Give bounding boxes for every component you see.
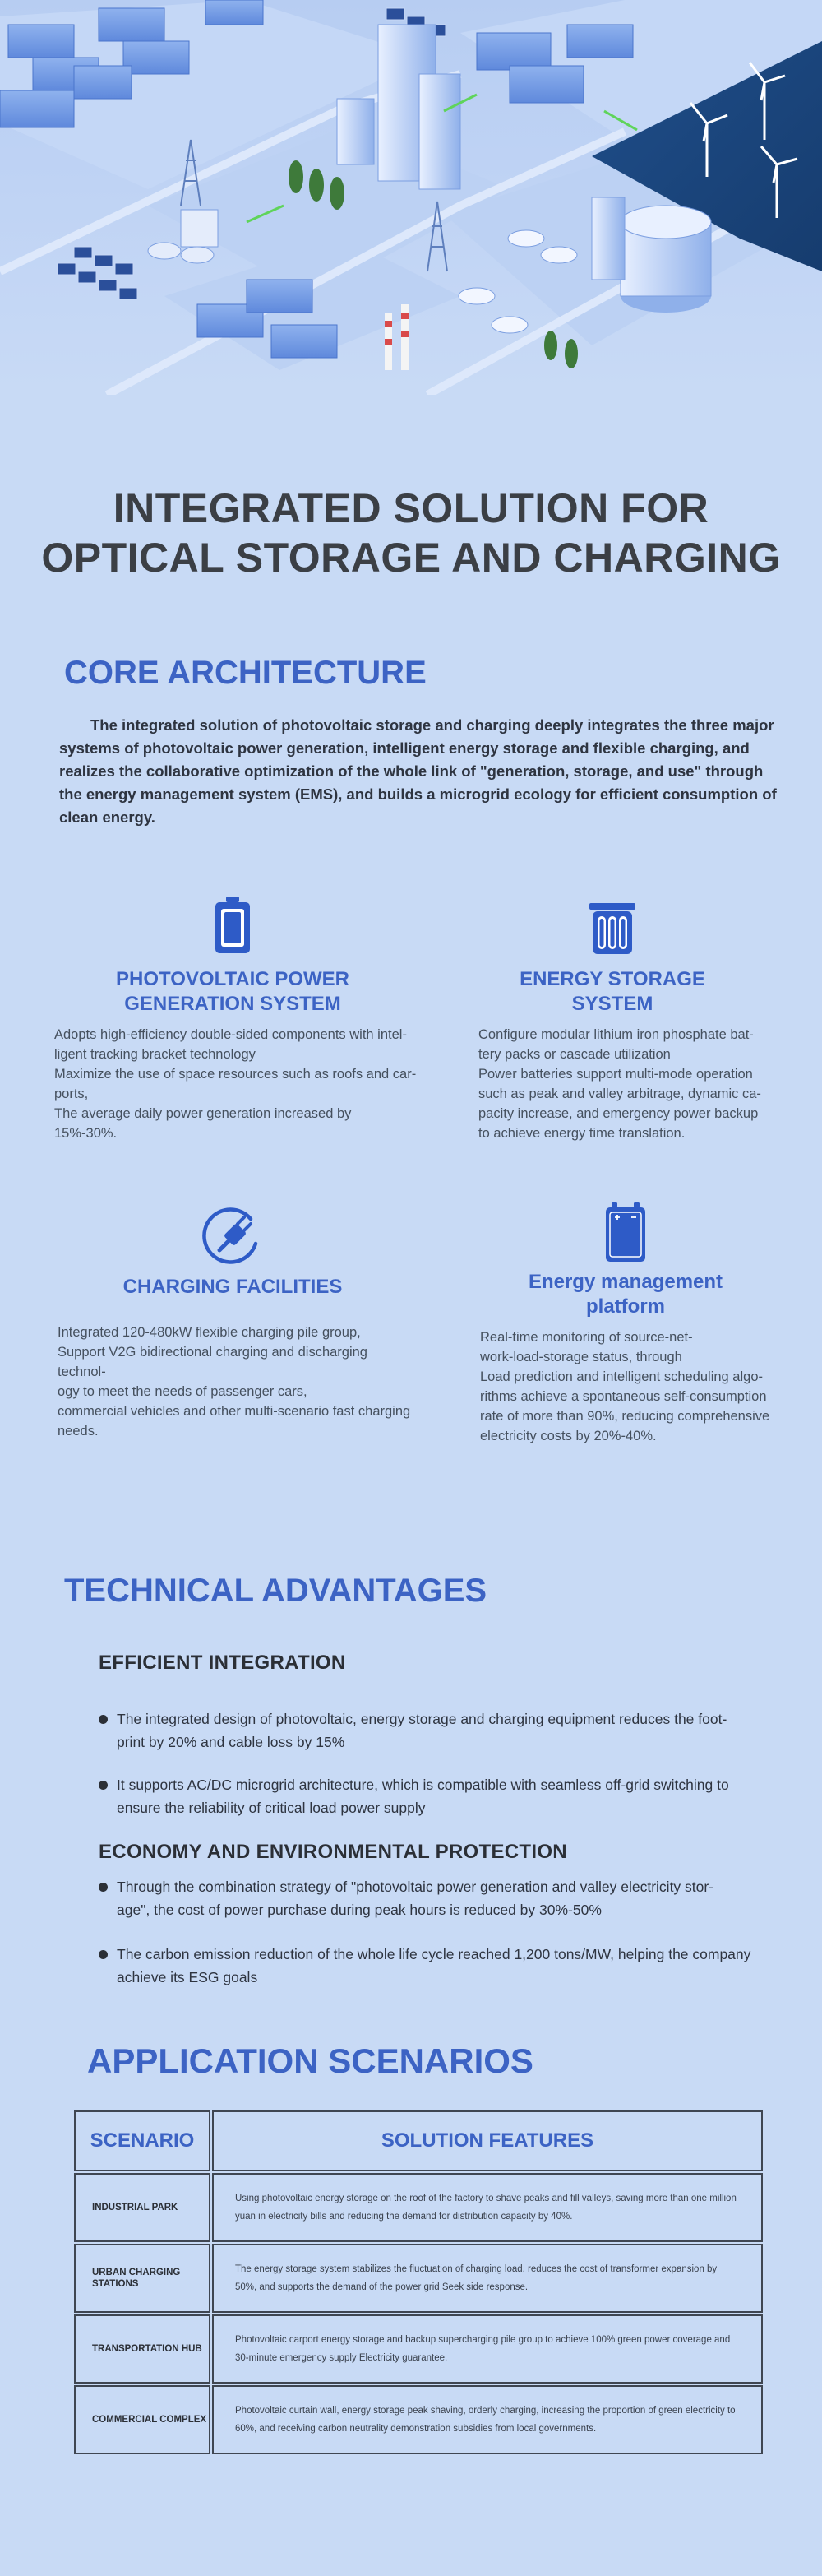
technical-advantages-heading: TECHNICAL ADVANTAGES	[64, 1573, 487, 1609]
bullet-dot-icon	[99, 1715, 108, 1724]
hero-illustration	[0, 0, 822, 395]
feature-title: Energy management platform	[528, 1271, 723, 1318]
energy-city-illustration	[0, 0, 822, 395]
page-title-line2: OPTICAL STORAGE AND CHARGING	[41, 535, 781, 581]
table-header-features: SOLUTION FEATURES	[212, 2110, 763, 2171]
list-item: Through the combination strategy of "photovoltaic power generation and valley electricity stor- age", the cost of power purchase during peak hours is reduced by 30%-50%	[99, 1875, 756, 1921]
scenario-table	[74, 2110, 763, 2454]
feature-title: PHOTOVOLTAIC POWER GENERATION SYSTEM	[115, 968, 349, 1015]
table-header-scenario: SCENARIO	[74, 2110, 210, 2171]
page-title	[0, 484, 822, 582]
bullet-dot-icon	[99, 1781, 108, 1790]
table-row-scenario: URBAN CHARGING STATIONS	[74, 2244, 210, 2313]
battery-icon	[212, 895, 253, 956]
feature-title: ENERGY STORAGE SYSTEM	[520, 968, 705, 1015]
economy-protection-heading: ECONOMY AND ENVIRONMENTAL PROTECTION	[99, 1841, 567, 1863]
list-item: The integrated design of photovoltaic, energy storage and charging equipment reduces the foot- print by 20% and cable loss by 15%	[99, 1707, 756, 1754]
feature-description: Real-time monitoring of source-net- work-load-storage status, through Load prediction and intelligent scheduling algo- rithms achieve a spontaneous self-consumption rate of more than 90%, reducing comprehensive electricity costs by 20%-40%.	[480, 1330, 770, 1443]
charging-plug-icon	[201, 1204, 264, 1267]
feature-photovoltaic	[48, 895, 418, 1143]
page-title-line1: INTEGRATED SOLUTION FOR	[113, 485, 709, 531]
list-item: It supports AC/DC microgrid architecture, which is compatible with seamless off-grid switching to ensure the reliability of critical load power supply	[99, 1773, 756, 1819]
feature-description: Integrated 120-480kW flexible charging pile group, Support V2G bidirectional charging and discharging technol- ogy to meet the needs of passenger cars, commercial vehicles and other multi-scenario fast charging needs.	[58, 1325, 411, 1439]
table-row-scenario: INDUSTRIAL PARK	[74, 2173, 210, 2242]
core-architecture-heading: CORE ARCHITECTURE	[64, 655, 427, 691]
list-item: The carbon emission reduction of the whole life cycle reached 1,200 tons/MW, helping the company achieve its ESG goals	[99, 1943, 756, 1989]
storage-rack-icon	[588, 901, 637, 956]
table-row-features: The energy storage system stabilizes the fluctuation of charging load, reduces the cost of transformer expansion by 50%, and supports the demand of the power grid Seek side response.	[212, 2244, 763, 2313]
energy-battery-icon	[603, 1201, 648, 1263]
feature-description: Configure modular lithium iron phosphate bat- tery packs or cascade utilization Power batteries support multi-mode operation such as peak and valley arbitrage, dynamic ca- pacity increase, and emergency power backup to achieve energy time translation.	[478, 1027, 761, 1141]
feature-description: Adopts high-efficiency double-sided components with intel- ligent tracking bracket technology Maximize the use of space resources such as roofs and car- ports, The average daily power generation increased by 15%-30%.	[54, 1027, 417, 1141]
feature-energy-storage	[427, 901, 797, 1143]
bullet-dot-icon	[99, 1950, 108, 1959]
core-architecture-intro: The integrated solution of photovoltaic storage and charging deeply integrates the three major systems of photovoltaic power generation, intelligent energy storage and flexible charging, and realizes the collaborative optimization of the whole link of "generation, storage, and use" through the energy management system (EMS), and builds a microgrid ecology for efficient consumption of clean energy.	[59, 716, 777, 826]
feature-title: CHARGING FACILITIES	[122, 1276, 343, 1298]
bullet-dot-icon	[99, 1883, 108, 1892]
table-row-features: Using photovoltaic energy storage on the roof of the factory to shave peaks and fill valleys, saving more than one million yuan in electricity bills and reducing the demand for distribution capacity by 40%.	[212, 2173, 763, 2242]
table-row-scenario: TRANSPORTATION HUB	[74, 2314, 210, 2384]
table-row-scenario: COMMERCIAL COMPLEX	[74, 2385, 210, 2454]
application-scenarios-heading: APPLICATION SCENARIOS	[87, 2041, 533, 2080]
efficient-integration-heading: EFFICIENT INTEGRATION	[99, 1652, 346, 1674]
feature-charging	[48, 1204, 418, 1441]
feature-energy-management	[441, 1201, 810, 1446]
table-row-features: Photovoltaic carport energy storage and backup supercharging pile group to achieve 100% green power coverage and 30-minute emergency supply Electricity guarantee.	[212, 2314, 763, 2384]
table-row-features: Photovoltaic curtain wall, energy storage peak shaving, orderly charging, increasing the proportion of green electricity to 60%, and receiving carbon neutrality demonstration subsidies from local governments.	[212, 2385, 763, 2454]
